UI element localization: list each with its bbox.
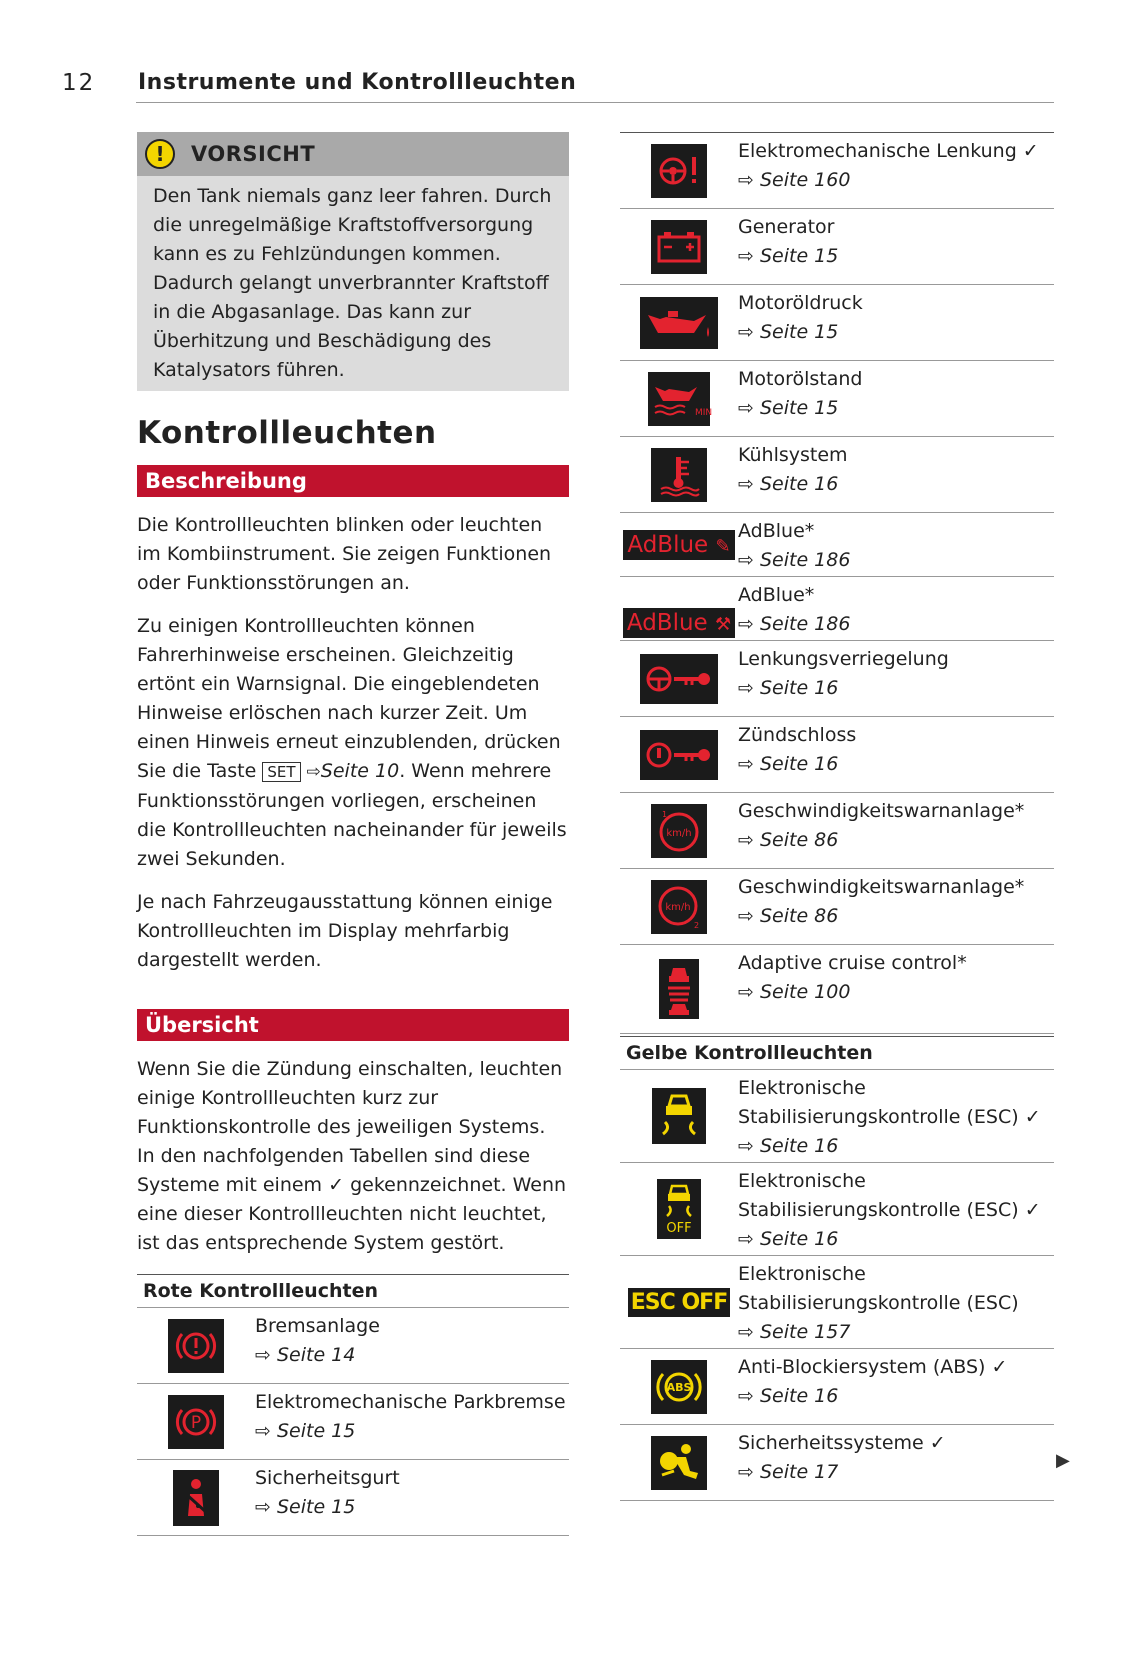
page-reference-link[interactable]: ⇨ Seite 100: [738, 981, 851, 1003]
wrench-icon: ⚒: [715, 614, 732, 635]
page-reference-link[interactable]: ⇨ Seite 16: [738, 473, 839, 495]
speed-warning-2-icon: [651, 880, 707, 934]
paragraph-text: Zu einigen Kontrollleuchten können Fahrerhinweise erscheinen. Gleichzeitig ertönt ein Warnsignal. Die eingeblendeten Hinweise erlöschen nach kurzer Zeit. Um einen Hinweis erneut einzublenden, drücken Sie die Taste: [137, 615, 561, 782]
row-label: Elektromechanische Parkbremse: [255, 1391, 566, 1413]
table-row: [620, 285, 1054, 361]
seatbelt-icon: [173, 1470, 219, 1526]
table-row: [620, 869, 1054, 945]
row-label: Elektromechanische Lenkung ✓: [738, 140, 1039, 162]
parking-brake-icon: [168, 1395, 224, 1449]
page-reference-link[interactable]: ⇨ Seite 86: [738, 905, 839, 927]
row-label: Kühlsystem: [738, 444, 848, 466]
speed-warning-1-icon: [651, 804, 707, 858]
svg-text:1: 1: [662, 809, 668, 819]
page-reference-link[interactable]: ⇨ Seite 15: [255, 1496, 356, 1518]
row-label: Elektronische Stabilisierungskontrolle (ESC) ✓: [738, 1077, 1041, 1128]
page-reference-link[interactable]: ⇨ Seite 16: [738, 677, 839, 699]
steering-warning-icon: [651, 144, 707, 198]
brake-warning-icon: [168, 1319, 224, 1373]
page-reference-link[interactable]: ⇨ Seite 186: [738, 549, 851, 571]
page-reference-link[interactable]: ⇨ Seite 16: [738, 1228, 839, 1250]
warning-icon: !: [145, 139, 175, 169]
page-reference-link[interactable]: ⇨ Seite 15: [738, 321, 839, 343]
next-page-arrow-icon[interactable]: ▶: [1056, 1450, 1070, 1471]
off-label: OFF: [666, 1221, 692, 1236]
page-header-title: Instrumente und Kontrollleuchten: [138, 70, 577, 95]
red-lights-table: [137, 1274, 569, 1536]
page-reference-link[interactable]: ⇨ Seite 14: [255, 1344, 356, 1366]
battery-icon: [651, 220, 707, 274]
left-column: [137, 132, 569, 1536]
svg-text:MIN: MIN: [695, 407, 713, 418]
adblue-text: AdBlue: [626, 610, 708, 636]
page-reference-link[interactable]: ⇨ Seite 15: [255, 1420, 356, 1442]
adaptive-cruise-icon: [659, 959, 699, 1019]
page-reference-link[interactable]: ⇨ Seite 16: [738, 753, 839, 775]
svg-text:P: P: [190, 1412, 202, 1433]
page-reference-link[interactable]: ⇨ Seite 186: [738, 613, 851, 635]
row-label: Anti-Blockiersystem (ABS) ✓: [738, 1356, 1008, 1378]
airbag-icon: [651, 1436, 707, 1490]
table-heading: Rote Kontrollleuchten: [137, 1274, 569, 1308]
row-label: Zündschloss: [738, 724, 857, 746]
page-reference-link[interactable]: ⇨ Seite 15: [738, 245, 839, 267]
yellow-lights-table: [620, 1036, 1054, 1501]
uebersicht-paragraph: Wenn Sie die Zündung einschalten, leuchten einige Kontrollleuchten kurz zur Funktionskontrolle des jeweiligen Systems. In den nachfolgenden Tabellen sind diese Systeme mit einem ✓ gekennzeichnet. Wenn eine dieser Kontrollleuchten nicht leuchtet, ist das entsprechende System gestört.: [137, 1058, 567, 1254]
row-label: Bremsanlage: [255, 1315, 380, 1337]
esc-off-text-icon: ESC OFF: [628, 1288, 730, 1317]
abs-label: ABS: [666, 1380, 692, 1394]
row-label: Geschwindigkeitswarnanlage*: [738, 876, 1025, 898]
table-row: [137, 1308, 569, 1384]
table-row: [620, 361, 1054, 437]
row-label: Motorölstand: [738, 368, 863, 390]
table-heading: Gelbe Kontrollleuchten: [620, 1036, 1054, 1070]
header-divider: [136, 102, 1054, 103]
table-row: [620, 641, 1054, 717]
page-reference-link[interactable]: ⇨ Seite 157: [738, 1321, 851, 1343]
table-row: [620, 945, 1054, 1034]
table-row: [137, 1460, 569, 1536]
reference-arrow-icon: ⇨: [306, 762, 321, 782]
page-reference-link[interactable]: ⇨ Seite 86: [738, 829, 839, 851]
red-lights-table-continued: [620, 132, 1054, 1034]
table-row: [620, 1070, 1054, 1163]
row-label: Elektronische Stabilisierungskontrolle (ESC) ✓: [738, 1170, 1041, 1221]
table-row: [620, 577, 1054, 641]
oil-level-icon: [648, 372, 713, 426]
row-label: AdBlue*: [738, 520, 815, 542]
row-label: Generator: [738, 216, 835, 238]
row-label: Motoröldruck: [738, 292, 863, 314]
table-row: [137, 1384, 569, 1460]
table-row: [620, 1425, 1054, 1501]
row-label: Adaptive cruise control*: [738, 952, 967, 974]
row-label: Sicherheitssysteme ✓: [738, 1432, 946, 1454]
uebersicht-heading: Übersicht: [137, 1009, 569, 1041]
steering-lock-icon: [640, 654, 718, 704]
table-row: [620, 717, 1054, 793]
adblue-fill-icon: [623, 530, 734, 560]
page-number: 12: [62, 70, 96, 96]
beschreibung-paragraph-2: [137, 612, 569, 874]
row-label: Lenkungsverriegelung: [738, 648, 949, 670]
set-key: SET: [262, 762, 300, 782]
abs-icon: [651, 1360, 707, 1414]
page-reference-link[interactable]: ⇨ Seite 17: [738, 1461, 839, 1483]
esc-icon: [652, 1088, 706, 1144]
adblue-text: AdBlue: [627, 531, 709, 558]
caution-header: [137, 132, 569, 176]
kmh-label: km/h: [666, 827, 692, 839]
adblue-wrench-icon: [623, 608, 735, 638]
table-row: [620, 513, 1054, 577]
ignition-lock-icon: [640, 730, 718, 780]
coolant-icon: [651, 448, 707, 502]
page-reference-link[interactable]: ⇨ Seite 16: [738, 1385, 839, 1407]
page-reference-link[interactable]: ⇨ Seite 160: [738, 169, 851, 191]
kmh-label: km/h: [665, 901, 691, 913]
table-row: [620, 209, 1054, 285]
page-reference-link[interactable]: ⇨ Seite 16: [738, 1135, 839, 1157]
caution-box: [137, 132, 569, 391]
page-reference-link[interactable]: ⇨ Seite 15: [738, 397, 839, 419]
page-reference-link[interactable]: Seite 10: [320, 760, 400, 782]
row-label: Elektronische Stabilisierungskontrolle (ESC): [738, 1263, 1019, 1314]
beschreibung-heading: Beschreibung: [137, 465, 569, 497]
nozzle-icon: ✎: [715, 535, 731, 557]
oil-pressure-icon: [640, 297, 718, 349]
esc-off-symbol-icon: [657, 1179, 701, 1239]
paragraph-text: . Wenn mehrere Funktionsstörungen vorliegen, erscheinen die Kontrollleuchten nacheinander für jeweils zwei Sekunden.: [137, 760, 567, 870]
table-row: [620, 133, 1054, 209]
svg-text:2: 2: [694, 920, 700, 930]
beschreibung-paragraph-3: Je nach Fahrzeugausstattung können einige Kontrollleuchten im Display mehrfarbig dargestellt werden.: [137, 891, 553, 971]
section-title: Kontrollleuchten: [137, 415, 437, 451]
beschreibung-paragraph-1: Die Kontrollleuchten blinken oder leuchten im Kombiinstrument. Sie zeigen Funktionen oder Funktionsstörungen an.: [137, 514, 552, 594]
caution-text: Den Tank niemals ganz leer fahren. Durch die unregelmäßige Kraftstoffversorgung kann es zu Fehlzündungen kommen. Dadurch gelangt unverbrannter Kraftstoff in die Abgasanlage. Das kann zur Überhitzung und Beschädigung des Katalysators führen.: [153, 185, 552, 381]
right-column: [620, 132, 1054, 1501]
table-row: [620, 1349, 1054, 1425]
table-row: [620, 1256, 1054, 1349]
row-label: Geschwindigkeitswarnanlage*: [738, 800, 1025, 822]
table-row: [620, 437, 1054, 513]
row-label: Sicherheitsgurt: [255, 1467, 400, 1489]
table-row: [620, 793, 1054, 869]
caution-label: VORSICHT: [191, 142, 316, 166]
row-label: AdBlue*: [738, 584, 815, 606]
table-row: [620, 1163, 1054, 1256]
